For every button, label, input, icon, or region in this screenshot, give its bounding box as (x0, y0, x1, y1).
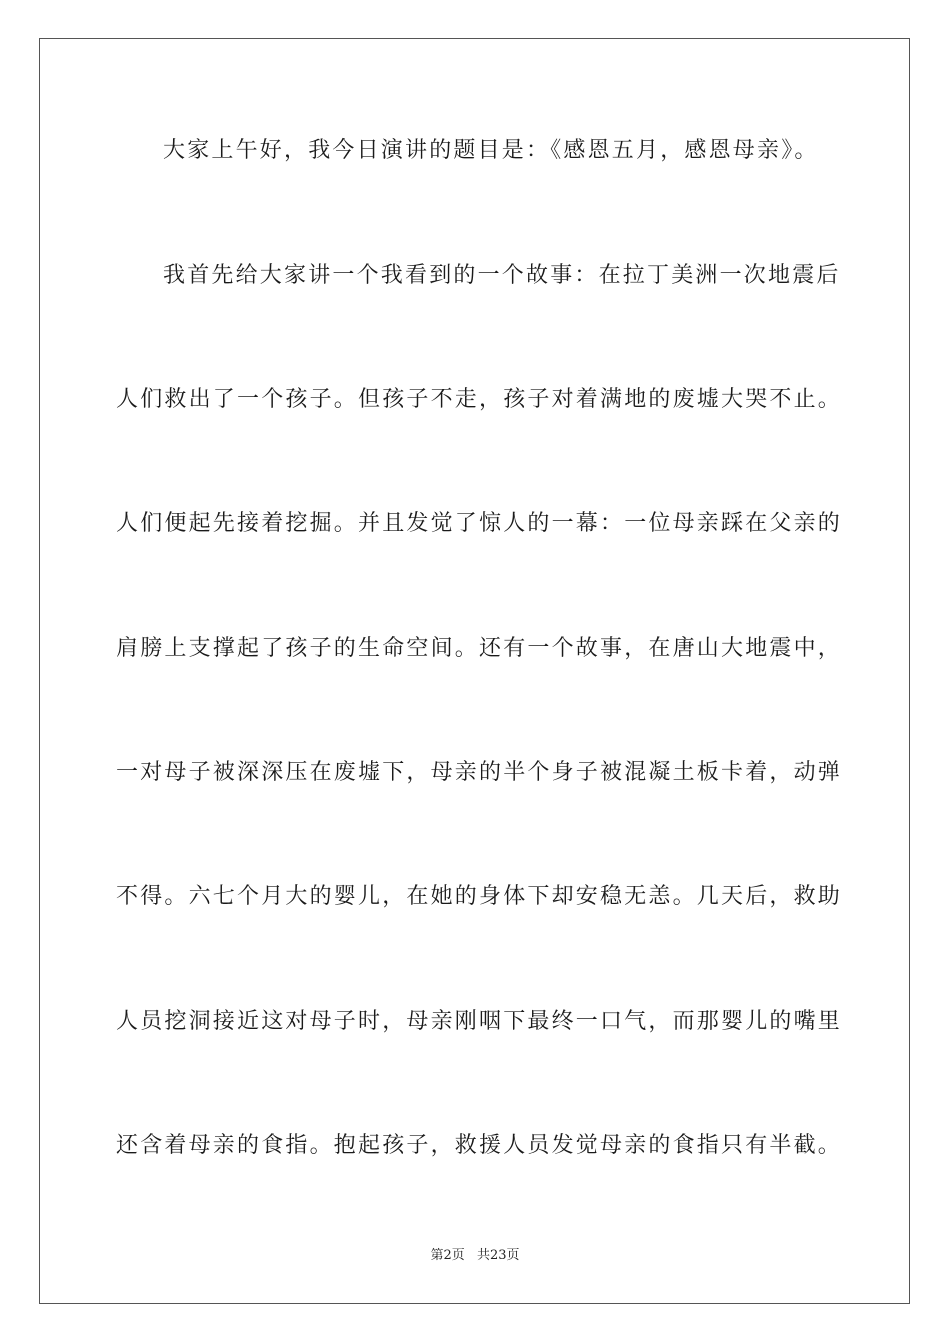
page-footer (0, 1247, 950, 1265)
paragraph-line: 大家上午好，我今日演讲的题目是：《感恩五月，感恩母亲》。 (163, 138, 819, 163)
page-border (39, 38, 910, 1304)
paragraph-line: 人员挖洞接近这对母子时，母亲刚咽下最终一口气，而那婴儿的嘴里 (116, 1009, 843, 1034)
page-total: 共23页 (476, 1248, 520, 1263)
paragraph-line: 一对母子被深深压在废墟下，母亲的半个身子被混凝土板卡着，动弹 (116, 760, 843, 785)
page-number: 第2页 (430, 1248, 465, 1263)
paragraph-line: 人们便起先接着挖掘。并且发觉了惊人的一幕：一位母亲踩在父亲的 (116, 511, 843, 536)
paragraph-line: 不得。六七个月大的婴儿，在她的身体下却安稳无恙。几天后，救助 (116, 884, 843, 909)
paragraph-line: 人们救出了一个孩子。但孩子不走，孩子对着满地的废墟大哭不止。 (116, 387, 843, 412)
paragraph-line: 我首先给大家讲一个我看到的一个故事：在拉丁美洲一次地震后 (163, 263, 841, 288)
paragraph-line: 还含着母亲的食指。抱起孩子，救援人员发觉母亲的食指只有半截。 (116, 1133, 843, 1158)
paragraph-line: 肩膀上支撑起了孩子的生命空间。还有一个故事，在唐山大地震中， (116, 636, 843, 661)
